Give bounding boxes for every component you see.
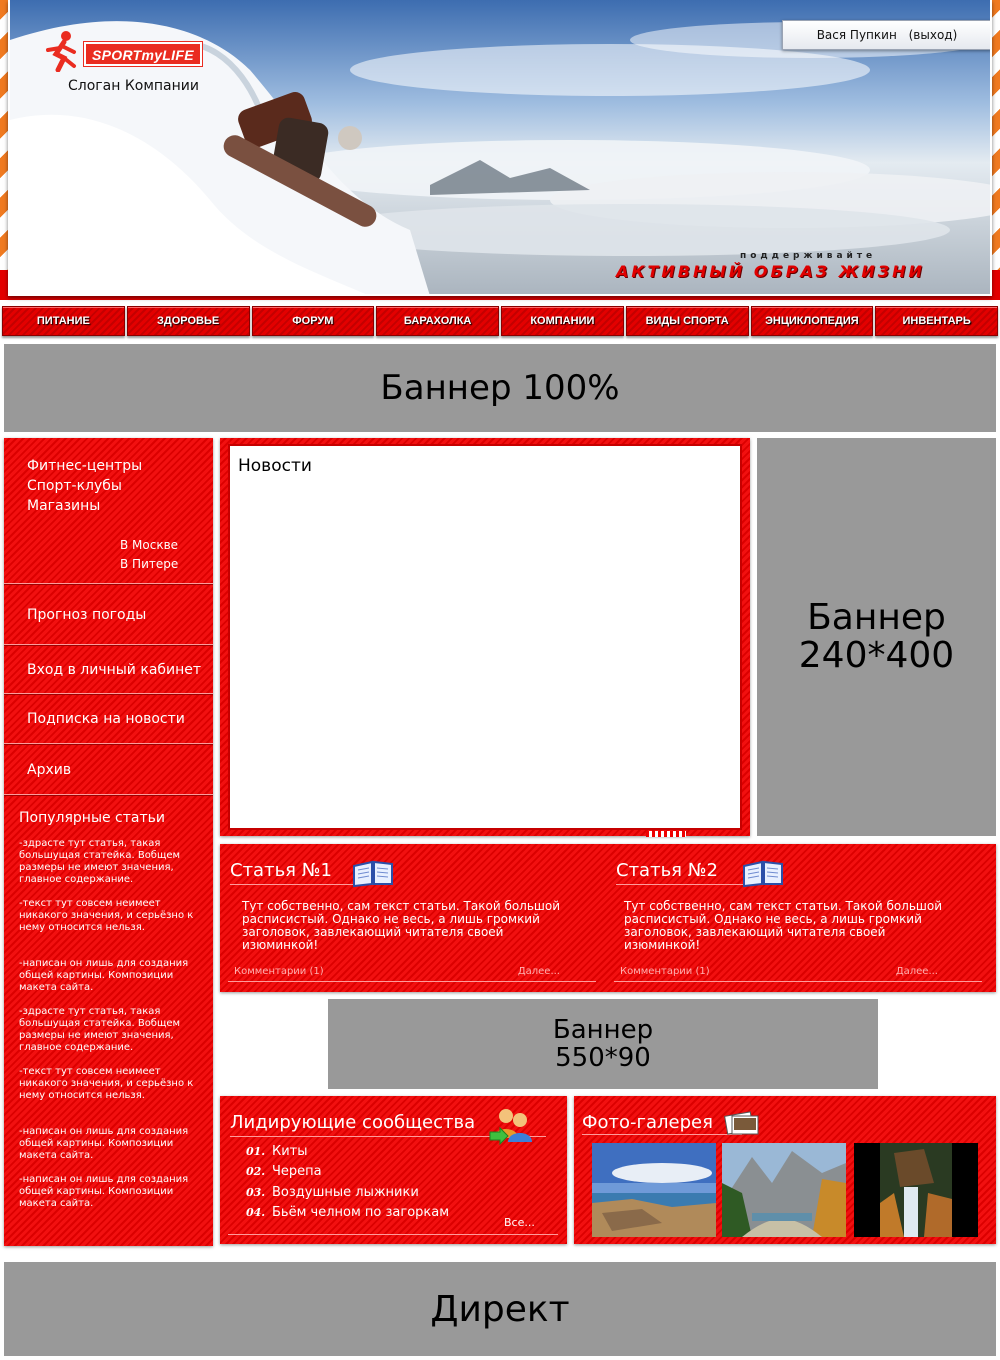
link-archive[interactable]: Архив	[27, 762, 72, 778]
news-pager[interactable]	[646, 831, 686, 837]
popular-article-item[interactable]: -написан он лишь для создания общей картины. Композиции макета сайта.	[19, 1126, 189, 1161]
popular-article-item[interactable]: -текст тут совсем неимеет никакого значения, и серьёзно к нему относится нельзя.	[19, 1066, 194, 1101]
users-group-icon	[488, 1106, 536, 1146]
cabinet-section	[4, 646, 213, 694]
article-comments-link[interactable]: Комментарии (1)	[620, 966, 710, 977]
photo-gallery-panel	[574, 1096, 996, 1244]
community-label: Черепа	[272, 1164, 322, 1179]
main-nav	[0, 306, 1000, 338]
tagline-small: поддерживайте	[740, 251, 877, 261]
logout-link[interactable]: (выход)	[908, 28, 958, 42]
subscribe-section	[4, 695, 213, 744]
user-name-link[interactable]: Вася Пупкин	[816, 28, 897, 42]
photos-icon	[722, 1108, 762, 1138]
directory-section	[4, 438, 213, 584]
article-text: Тут собственно, сам текст статьи. Такой большой расписистый. Однако не весь, а лишь громкий заголовок, завлекающий читателя своей изюминкой!	[624, 899, 943, 952]
popular-article-item[interactable]: -текст тут совсем неимеет никакого значения, и серьёзно к нему относится нельзя.	[19, 898, 194, 933]
runner-icon	[44, 30, 78, 72]
nav-item-companies[interactable]: КОМПАНИИ	[501, 306, 624, 336]
link-moscow[interactable]: В Москве	[120, 538, 179, 552]
community-item[interactable]	[246, 1142, 308, 1162]
gallery-title: Фото-галерея	[582, 1112, 713, 1133]
communities-title: Лидирующие сообщества	[230, 1112, 476, 1133]
article-title[interactable]: Статья №2	[616, 860, 718, 881]
article-footer	[228, 964, 596, 982]
article-title[interactable]: Статья №1	[230, 860, 332, 881]
banner-direct[interactable]: Директ	[4, 1262, 996, 1356]
gallery-photo-valley[interactable]	[722, 1143, 846, 1237]
community-number: 04.	[246, 1206, 266, 1219]
waterfall-mill-picture	[854, 1143, 978, 1237]
banner-right[interactable]	[757, 438, 996, 836]
articles-panel	[220, 844, 996, 992]
banner-middle[interactable]	[328, 999, 878, 1089]
open-book-icon	[350, 858, 396, 888]
archive-section	[4, 745, 213, 795]
news-content	[228, 444, 742, 830]
popular-article-item[interactable]: -здрасте тут статья, такая большущая статейка. Вобщем размеры не имеют значения, главное содержание.	[19, 1006, 181, 1053]
popular-article-item[interactable]: -написан он лишь для создания общей картины. Композиции макета сайта.	[19, 958, 189, 993]
article-card	[606, 844, 976, 992]
community-number: 02.	[246, 1165, 266, 1178]
nav-item-forum[interactable]: ФОРУМ	[252, 306, 375, 336]
gallery-divider	[582, 1134, 742, 1135]
popular-article-item[interactable]: -здрасте тут статья, такая большущая статейка. Вобщем размеры не имеют значения, главное содержание.	[19, 838, 181, 885]
article-footer	[614, 964, 982, 982]
community-item[interactable]	[246, 1203, 449, 1223]
gallery-photo-waterfall[interactable]	[854, 1143, 978, 1237]
hero-image	[8, 0, 992, 296]
community-number: 03.	[246, 1186, 266, 1199]
left-sidebar	[4, 438, 213, 1246]
company-slogan: Слоган Компании	[68, 78, 199, 94]
link-shops[interactable]: Магазины	[27, 498, 101, 514]
community-item[interactable]	[246, 1183, 419, 1203]
nav-item-nutrition[interactable]: ПИТАНИЕ	[2, 306, 125, 336]
coast-landscape-picture	[592, 1143, 716, 1237]
nav-item-encyclopedia[interactable]: ЭНЦИКЛОПЕДИЯ	[751, 306, 874, 336]
article-card	[220, 844, 590, 992]
community-item[interactable]	[246, 1162, 322, 1182]
gallery-photo-coast[interactable]	[592, 1143, 716, 1237]
link-fitness-centers[interactable]: Фитнес-центры	[27, 458, 143, 474]
logo-text: SPORTmyLIFE	[84, 42, 202, 66]
nav-item-flea-market[interactable]: БАРАХОЛКА	[376, 306, 499, 336]
popular-articles-title: Популярные статьи	[19, 810, 165, 826]
user-panel	[782, 20, 992, 50]
banner-top[interactable]: Баннер 100%	[4, 344, 996, 432]
community-label: Воздушные лыжники	[272, 1185, 419, 1200]
link-weather[interactable]: Прогноз погоды	[27, 607, 147, 623]
banner-mid-line2: 550*90	[555, 1043, 651, 1073]
nav-item-sports[interactable]: ВИДЫ СПОРТА	[626, 306, 749, 336]
weather-section	[4, 585, 213, 645]
news-title: Новости	[238, 456, 312, 476]
site-logo[interactable]	[40, 26, 210, 76]
link-sport-clubs[interactable]: Спорт-клубы	[27, 478, 122, 494]
valley-landscape-picture	[722, 1143, 846, 1237]
communities-footer-line	[228, 1234, 558, 1235]
banner-right-line1: Баннер	[807, 597, 946, 638]
article-text: Тут собственно, сам текст статьи. Такой большой расписистый. Однако не весь, а лишь громкий заголовок, завлекающий читателя своей изюминкой!	[242, 899, 561, 952]
tagline-big: АКТИВНЫЙ ОБРАЗ ЖИЗНИ	[616, 262, 925, 281]
news-panel	[220, 438, 750, 836]
communities-all-link[interactable]: Все...	[504, 1216, 535, 1229]
open-book-icon	[740, 858, 786, 888]
article-comments-link[interactable]: Комментарии (1)	[234, 966, 324, 977]
communities-panel	[220, 1096, 567, 1244]
popular-article-item[interactable]: -написан он лишь для создания общей картины. Композиции макета сайта.	[19, 1174, 189, 1209]
community-label: Бьём челном по загоркам	[272, 1205, 450, 1220]
banner-right-line2: 240*400	[798, 635, 955, 676]
nav-item-health[interactable]: ЗДОРОВЬЕ	[127, 306, 250, 336]
link-piter[interactable]: В Питере	[120, 557, 179, 571]
community-label: Киты	[272, 1144, 308, 1159]
article-more-link[interactable]: Далее...	[895, 966, 938, 977]
link-news-subscription[interactable]: Подписка на новости	[27, 711, 185, 727]
banner-mid-line1: Баннер	[552, 1015, 654, 1045]
nav-item-equipment[interactable]: ИНВЕНТАРЬ	[875, 306, 998, 336]
community-number: 01.	[246, 1145, 266, 1158]
link-personal-cabinet[interactable]: Вход в личный кабинет	[27, 662, 202, 678]
article-more-link[interactable]: Далее...	[517, 966, 560, 977]
